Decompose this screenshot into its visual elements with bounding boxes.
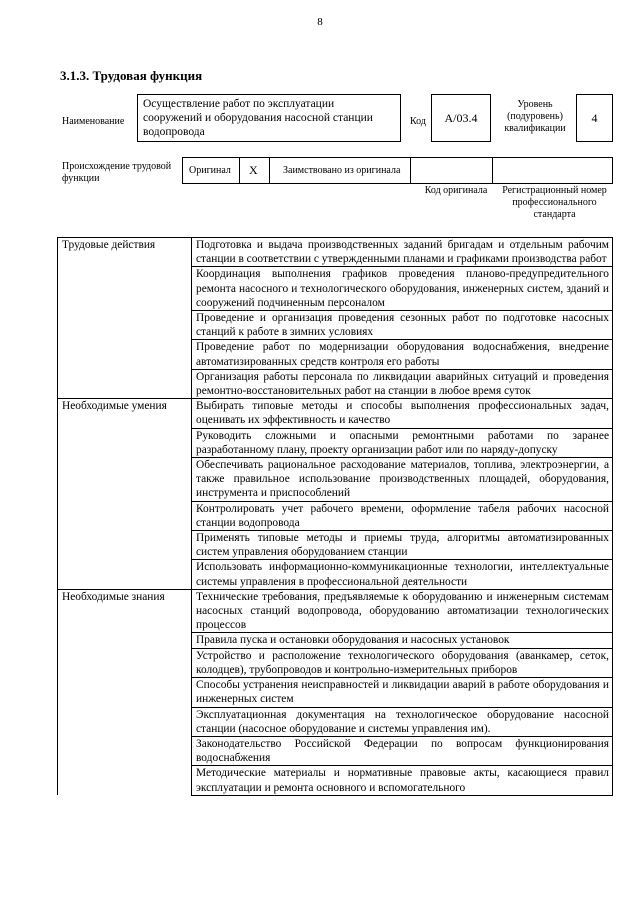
table-row: [58, 560, 613, 589]
table-row: [58, 399, 613, 428]
origin-box: [182, 157, 613, 184]
section-title-skills: Необходимые умения: [58, 399, 192, 428]
list-item: Эксплуатационная документация на технологическое оборудование насосной станции (насосное оборудование и системы управления им).: [192, 707, 613, 736]
table-row: [58, 648, 613, 677]
code-label: Код: [410, 116, 426, 127]
list-item: Методические материалы и нормативные правовые акты, касающиеся правил эксплуатации и ремонта основного и вспомогательного: [192, 766, 613, 795]
table-row: [58, 736, 613, 765]
table-row: [58, 311, 613, 340]
table-row: [58, 428, 613, 457]
list-item: Контролировать учет рабочего времени, оформление табеля рабочих насосной станции водопровода: [192, 501, 613, 530]
borrowed-label: Заимствовано из оригинала: [283, 165, 401, 176]
list-item: Координация выполнения графиков проведения планово-предупредительного ремонта насосного и технологического оборудования, инженерных систем, зданий и сооружений подчиненным персоналом: [192, 267, 613, 311]
list-item: Обеспечивать рациональное расходование материалов, топлива, электроэнергии, а также правильное использование производственных площадей, оборудования, инструмента и приспособлений: [192, 458, 613, 502]
list-item: Использовать информационно-коммуникационные технологии, интеллектуальные системы управления в профессиональной деятельности: [192, 560, 613, 589]
level-value: 4: [576, 94, 613, 142]
name-box: [137, 94, 401, 142]
list-item: Способы устранения неисправностей и ликвидации аварий в работе оборудования и инженерных систем: [192, 678, 613, 707]
table-row: [58, 707, 613, 736]
section-title-knowledge: Необходимые знания: [58, 589, 192, 633]
table-row: [58, 369, 613, 398]
table-row: [58, 267, 613, 311]
name-value: Осуществление работ по эксплуатации сооружений и оборудования насосной станции водопровода: [143, 98, 373, 138]
original-label: Оригинал: [189, 165, 231, 176]
table-row: [58, 458, 613, 502]
code-caption: Код оригинала: [424, 185, 488, 196]
table-row: [58, 766, 613, 795]
table-row: [58, 531, 613, 560]
function-table: [57, 237, 613, 796]
code-value: А/03.4: [431, 94, 491, 142]
level-label: Уровень (подуровень) квалификации: [504, 99, 566, 134]
list-item: Правила пуска и остановки оборудования и насосных установок: [192, 633, 613, 648]
list-item: Проведение и организация проведения сезонных работ по подготовке насосных станций к работе в зимних условиях: [192, 311, 613, 340]
list-item: Руководить сложными и опасными ремонтными работами по заранее разработанному плану, проекту организации работ или по наряду-допуску: [192, 428, 613, 457]
list-item: Организация работы персонала по ликвидации аварийных ситуаций и проведения ремонтно-восстановительных работ на станции в любое время суток: [192, 369, 613, 398]
page-number: 8: [317, 16, 323, 28]
origin-label: Происхождение трудовой функции: [62, 161, 172, 184]
section-title: 3.1.3. Трудовая функция: [60, 68, 203, 83]
list-item: Выбирать типовые методы и способы выполнения профессиональных задач, оценивать их эффективность и качество: [192, 399, 613, 428]
section-title-labor-actions: Трудовые действия: [58, 238, 192, 267]
list-item: Устройство и расположение технологического оборудования (аванкамер, сеток, колодцев), трубопроводов и контрольно-измерительных приборов: [192, 648, 613, 677]
table-row: [58, 238, 613, 267]
table-row: [58, 633, 613, 648]
name-label: Наименование: [62, 116, 125, 127]
list-item: Проведение работ по модернизации оборудования водоснабжения, внедрение автоматизированных средств контроля его работы: [192, 340, 613, 369]
table-row: [58, 678, 613, 707]
table-row: [58, 340, 613, 369]
list-item: Законодательство Российской Федерации по вопросам функционирования водоснабжения: [192, 736, 613, 765]
table-row: [58, 589, 613, 633]
reg-caption: Регистрационный номер профессионального стандарта: [502, 185, 607, 220]
list-item: Технические требования, предъявляемые к оборудованию и инженерным системам насосных станций водопровода, оборудованию автоматизации технологических процессов: [192, 589, 613, 633]
list-item: Подготовка и выдача производственных заданий бригадам и отдельным рабочим станции в соответствии с утвержденными планами и графиками производства работ: [192, 238, 613, 267]
table-row: [58, 501, 613, 530]
list-item: Применять типовые методы и приемы труда, алгоритмы автоматизированных систем управления оборудованием станции: [192, 531, 613, 560]
original-mark: Х: [249, 163, 258, 177]
